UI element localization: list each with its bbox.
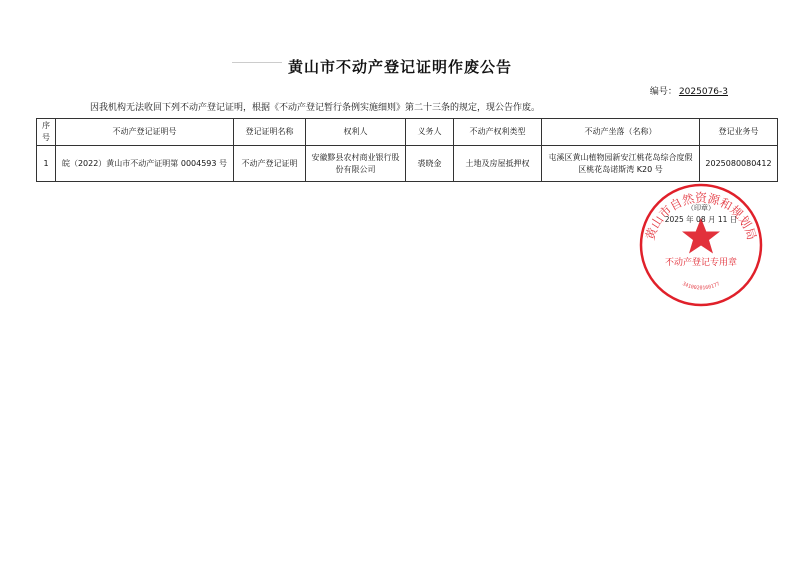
header-obligor: 义务人: [406, 119, 454, 146]
svg-text:3410020160177: [681, 281, 721, 291]
seal-org-text: 黄山市自然资源和规划局: [643, 191, 759, 242]
seal-bottom-text: 不动产登记专用章: [664, 258, 738, 268]
document-number-label: 编号：: [649, 87, 677, 97]
header-location: 不动产坐落（名称）: [542, 119, 700, 146]
document-number-value: 2025076-3: [678, 87, 728, 97]
header-seq: 序号: [37, 119, 56, 146]
cell-cert-name: 不动产登记证明: [234, 146, 306, 182]
cell-right-type: 土地及房屋抵押权: [454, 146, 542, 182]
cell-cert-number: 皖（2022）黄山市不动产证明第 0004593 号: [56, 146, 234, 182]
page-title: 黄山市不动产登记证明作废公告: [287, 58, 512, 76]
header-business-number: 登记业务号: [700, 119, 778, 146]
header-right-holder: 权利人: [306, 119, 406, 146]
header-cert-number: 不动产登记证明号: [56, 119, 234, 146]
cell-business-number: 2025080080412: [700, 146, 778, 182]
cell-obligor: 裘晓金: [406, 146, 454, 182]
cell-seq: 1: [37, 146, 56, 182]
seal-code: 3410020160177: [681, 281, 721, 292]
intro-paragraph: 因我机构无法收回下列不动产登记证明，根据《不动产登记暂行条例实施细则》第二十三条的规定，现公告作废。: [90, 103, 541, 113]
table-row: [37, 146, 778, 182]
certificate-table: [36, 118, 778, 182]
official-seal: [636, 180, 766, 310]
seal-graphic: [636, 180, 766, 310]
seal-date: 2025 年 08 月 11 日: [664, 215, 738, 224]
cell-right-holder: 安徽黟县农村商业银行股份有限公司: [306, 146, 406, 182]
header-right-type: 不动产权利类型: [454, 119, 542, 146]
document-number: [650, 84, 728, 97]
header-cert-name: 登记证明名称: [234, 119, 306, 146]
table-header-row: [37, 119, 778, 146]
cell-location: 屯溪区黄山植物园新安江桃花岛综合度假区桃花岛诺斯湾 K20 号: [542, 146, 700, 182]
seal-mark: （印章）: [687, 204, 715, 212]
